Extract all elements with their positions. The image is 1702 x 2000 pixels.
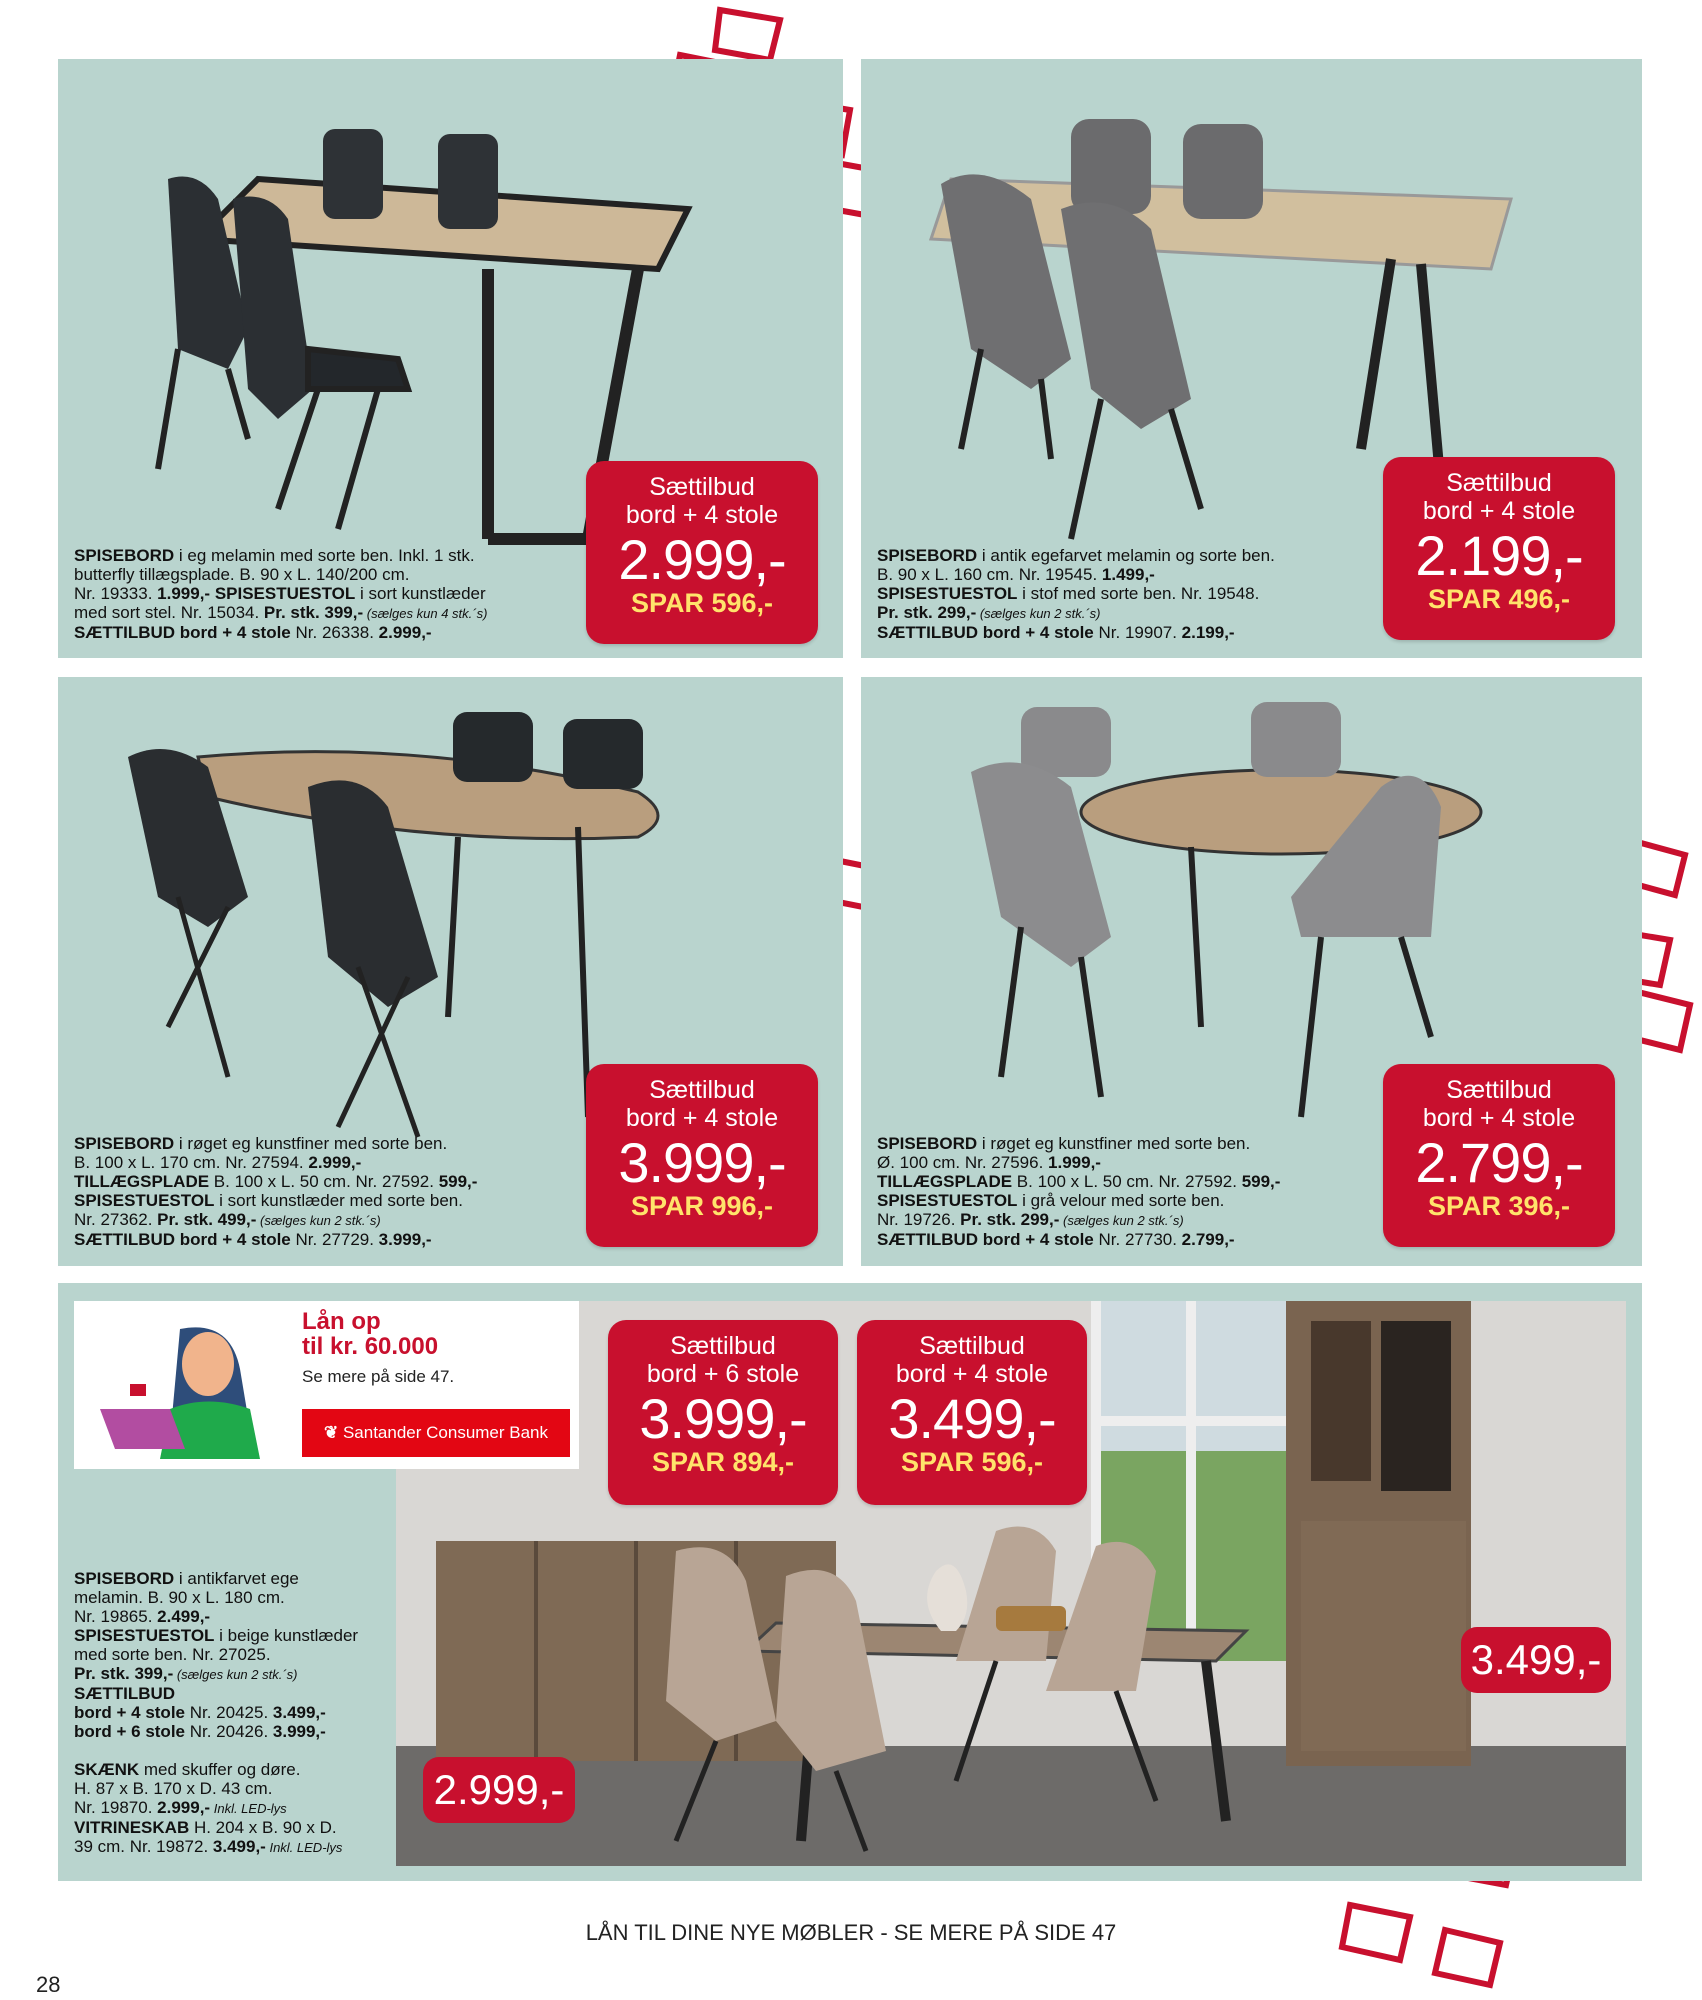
description-text: H. 204 x B. 90 x D. [189,1818,337,1837]
description-text: Pr. stk. 399,- [263,603,364,622]
description-text: butterfly tillægsplade. B. 90 x L. 140/200 cm. [74,565,410,584]
description-text: Nr. 20425. [185,1703,273,1722]
set-offer-badge-3 [586,1064,818,1247]
description-text: SÆTTILBUD bord + 4 stole [877,1230,1094,1249]
description-text: 2.199,- [1181,623,1235,642]
description-text: 2.999,- [157,1798,211,1817]
description-text: 2.999,- [308,1153,362,1172]
badge-label: Sættilbud [649,473,755,501]
description-line [74,1172,477,1191]
description-text: SÆTTILBUD bord + 4 stole [877,623,1094,642]
footer-loan-note: LÅN TIL DINE NYE MØBLER - SE MERE PÅ SIDE 47 [585,1920,1117,1945]
badge-label: Sættilbud [919,1332,1025,1360]
description-text: Inkl. LED-lys [210,1801,287,1816]
description-text: 2.999,- [378,623,432,642]
description-text: bord + 4 stole [74,1703,185,1722]
description-text: med sorte ben. Nr. 27025. [74,1645,271,1664]
loan-title-2: til kr. 60.000 [302,1333,439,1360]
description-text: Pr. stk. 299,- [960,1210,1060,1229]
badge-savings: SPAR 996,- [630,1191,774,1221]
description-line [74,1837,358,1857]
description-text: (sælges kun 2 stk.´s) [1059,1213,1184,1228]
badge-label: Sættilbud [1446,1076,1552,1104]
page-number: 28 [36,1972,61,1997]
badge-savings: SPAR 496,- [1427,584,1571,614]
description-text: Pr. stk. 399,- [74,1664,174,1683]
flame-icon: ❦ [323,1423,343,1442]
description-text: Nr. 27729. [290,1230,379,1249]
description-text: Nr. 19865. [74,1607,158,1626]
description-text: i antikfarvet ege [174,1569,299,1588]
description-line [74,1818,358,1837]
offer-description-2 [877,546,1275,642]
description-text: i sort kunstlæder med sorte ben. [214,1191,463,1210]
description-line [74,1645,358,1664]
description-line [74,603,487,623]
description-text: SPISEBORD [877,1134,978,1153]
badge-label: Sættilbud [649,1076,755,1104]
description-line [74,1607,358,1626]
badge-price: 3.999,- [618,1131,786,1194]
description-text: SPISEBORD [74,546,175,565]
description-text: Nr. 26338. [290,623,379,642]
description-line [877,623,1275,642]
badge-savings: SPAR 894,- [651,1447,795,1477]
offer-description-bottom [74,1569,358,1857]
description-text: SÆTTILBUD bord + 4 stole [74,1230,291,1249]
description-text: 3.999,- [378,1230,432,1249]
description-text: Nr. 27730. [1093,1230,1182,1249]
description-line [74,623,487,642]
badge-sublabel: bord + 6 stole [646,1360,800,1388]
offer-panel-2 [861,59,1642,658]
loan-promo[interactable] [74,1301,579,1469]
description-line [877,1134,1280,1153]
description-text: Inkl. LED-lys [265,1840,343,1855]
set-offer-badge-4 [1383,1064,1615,1247]
description-text: (sælges kun 2 stk.´s) [173,1667,298,1682]
badge-label: Sættilbud [1446,469,1552,497]
description-text: B. 90 x L. 160 cm. Nr. 19545. [877,565,1102,584]
cabinet-price-badge: 3.499,- [1461,1627,1611,1693]
badge-price: 3.499,- [888,1387,1056,1450]
description-text: 2.499,- [157,1607,211,1626]
description-text: 39 cm. Nr. 19872. [74,1837,213,1856]
description-text: TILLÆGSPLADE [877,1172,1013,1191]
badge-price: 3.999,- [639,1387,807,1450]
badge-sublabel: bord + 4 stole [895,1360,1049,1388]
badge-savings: SPAR 396,- [1427,1191,1571,1221]
description-text: i stof med sorte ben. Nr. 19548. [1017,584,1260,603]
badge-savings: SPAR 596,- [900,1447,1044,1477]
woman-laptop-illustration [90,1309,290,1459]
description-line [74,1722,358,1741]
description-line [74,1134,477,1153]
description-line [74,1210,477,1230]
description-text: 1.999,- SPISESTUESTOL [157,584,356,603]
sideboard-price-badge: 2.999,- [423,1757,575,1823]
description-line [74,584,487,603]
description-text: 2.799,- [1181,1230,1235,1249]
set-offer-badge-2 [1383,457,1615,640]
description-text: melamin. B. 90 x L. 180 cm. [74,1588,285,1607]
badge-price: 2.199,- [1415,524,1583,587]
badge-label: Sættilbud [670,1332,776,1360]
description-text: i grå velour med sorte ben. [1017,1191,1225,1210]
badge-sublabel: bord + 4 stole [1422,497,1576,525]
description-line [877,1230,1280,1249]
description-text: (sælges kun 2 stk.´s) [256,1213,381,1228]
description-text: Nr. 19870. [74,1798,158,1817]
description-text: i beige kunstlæder [214,1626,359,1645]
description-line [74,1684,358,1703]
description-text: i sort kunstlæder [355,584,486,603]
offer-panel-1 [58,59,843,658]
description-text: SPISESTUESTOL [74,1191,215,1210]
offer-description-1 [74,546,487,642]
set-offer-badge-4-chairs [857,1320,1087,1505]
set-offer-badge-6-chairs [608,1320,838,1505]
description-text: med sort stel. Nr. 15034. [74,603,264,622]
description-line [877,584,1275,603]
description-text: SÆTTILBUD [74,1684,176,1703]
description-text: 599,- [1241,1172,1281,1191]
badge-sublabel: bord + 4 stole [625,1104,779,1132]
description-line [74,1741,358,1760]
description-text: SPISESTUESTOL [877,584,1018,603]
description-line [74,1230,477,1249]
santander-logo [302,1409,570,1457]
description-line [74,1664,358,1684]
offer-description-4 [877,1134,1280,1249]
description-text: SÆTTILBUD bord + 4 stole [74,623,291,642]
description-text: 599,- [438,1172,478,1191]
description-line [877,546,1275,565]
description-text: Pr. stk. 299,- [877,603,977,622]
description-text: Ø. 100 cm. Nr. 27596. [877,1153,1049,1172]
description-text: SPISEBORD [74,1134,175,1153]
description-text: VITRINESKAB [74,1818,190,1837]
description-line [74,565,487,584]
description-text: i antik egefarvet melamin og sorte ben. [977,546,1275,565]
description-text: Nr. 19726. [877,1210,961,1229]
description-line [74,1703,358,1722]
description-line [74,1588,358,1607]
description-line [74,546,487,565]
description-line [877,1191,1280,1210]
description-line [74,1779,358,1798]
offer-panel-3 [58,677,843,1266]
loan-subtitle: Se mere på side 47. [302,1367,455,1386]
description-line [877,1172,1280,1191]
description-text: (sælges kun 2 stk.´s) [976,606,1101,621]
badge-sublabel: bord + 4 stole [1422,1104,1576,1132]
description-line [877,1153,1280,1172]
description-text: B. 100 x L. 50 cm. Nr. 27592. [209,1172,439,1191]
offer-description-3 [74,1134,477,1249]
description-text: H. 87 x B. 170 x D. 43 cm. [74,1779,273,1798]
bank-name: Santander Consumer Bank [342,1423,549,1442]
description-text: 3.499,- [272,1703,326,1722]
description-text: i røget eg kunstfiner med sorte ben. [977,1134,1251,1153]
description-text: SPISESTUESTOL [877,1191,1018,1210]
description-text: Nr. 19907. [1093,623,1182,642]
description-text: B. 100 x L. 170 cm. Nr. 27594. [74,1153,309,1172]
description-text: SKÆNK [74,1760,140,1779]
description-text: SPISEBORD [74,1569,175,1588]
description-text: TILLÆGSPLADE [74,1172,210,1191]
description-line [74,1798,358,1818]
description-text: 1.999,- [1048,1153,1101,1172]
description-text: bord + 6 stole [74,1722,185,1741]
description-text: Pr. stk. 499,- [157,1210,257,1229]
description-text: i eg melamin med sorte ben. Inkl. 1 stk. [174,546,475,565]
description-text: B. 100 x L. 50 cm. Nr. 27592. [1012,1172,1242,1191]
description-line [74,1626,358,1645]
description-text: 3.999,- [272,1722,326,1741]
description-text: med skuffer og døre. [139,1760,301,1779]
description-text: Nr. 27362. [74,1210,158,1229]
badge-sublabel: bord + 4 stole [625,501,779,529]
description-text: Nr. 20426. [185,1722,273,1741]
description-text: i røget eg kunstfiner med sorte ben. [174,1134,448,1153]
offer-panel-4 [861,677,1642,1266]
badge-price: 2.999,- [618,528,786,591]
description-line [877,1210,1280,1230]
badge-savings: SPAR 596,- [630,588,774,618]
description-line [74,1760,358,1779]
description-line [74,1153,477,1172]
description-text: SPISEBORD [877,546,978,565]
description-text: 1.499,- [1101,565,1155,584]
description-line [74,1569,358,1588]
description-text: SPISESTUESTOL [74,1626,215,1645]
description-line [877,603,1275,623]
description-text: 3.499,- [212,1837,266,1856]
loan-title-1: Lån op [302,1308,381,1335]
description-text: Nr. 19333. [74,584,158,603]
description-line [877,565,1275,584]
badge-price: 2.799,- [1415,1131,1583,1194]
description-text: (sælges kun 4 stk.´s) [363,606,488,621]
description-line [74,1191,477,1210]
set-offer-badge-1 [586,461,818,644]
